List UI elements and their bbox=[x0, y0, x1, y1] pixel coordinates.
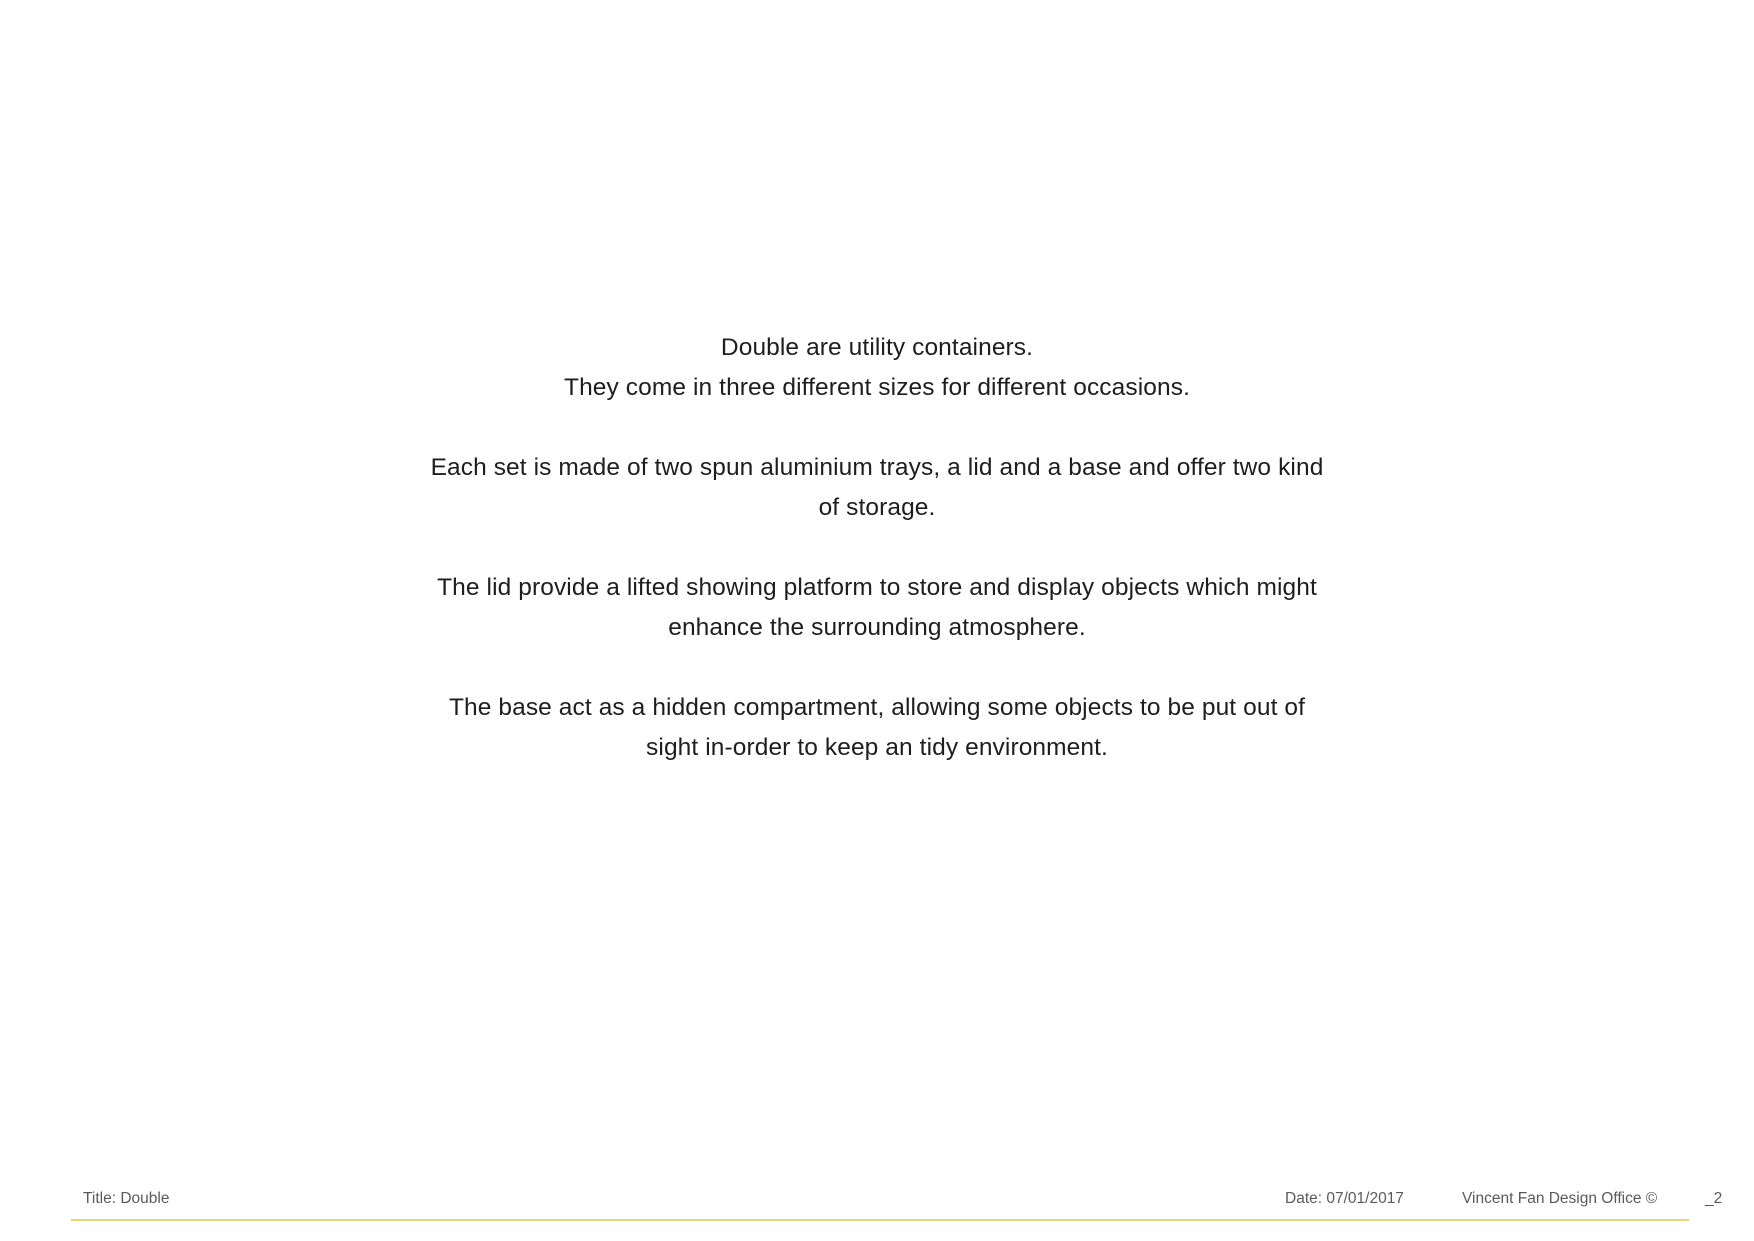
description-text bbox=[377, 328, 1377, 768]
paragraph-line: enhance the surrounding atmosphere. bbox=[668, 614, 1086, 641]
paragraph-line: sight in-order to keep an tidy environment. bbox=[646, 734, 1108, 761]
paragraph-line: The base act as a hidden compartment, allowing some objects to be put out of bbox=[448, 694, 1306, 721]
paragraph-line: of storage. bbox=[818, 494, 936, 521]
paragraph-set bbox=[377, 448, 1377, 528]
paragraph-line: They come in three different sizes for different occasions. bbox=[564, 374, 1190, 401]
paragraph-lid bbox=[377, 568, 1377, 648]
footer-office: Vincent Fan Design Office © bbox=[1462, 1190, 1658, 1207]
footer-date: Date: 07/01/2017 bbox=[1285, 1190, 1404, 1207]
page-footer bbox=[0, 1190, 1754, 1220]
paragraph-intro bbox=[377, 328, 1377, 408]
footer-title: Title: Double bbox=[83, 1190, 170, 1207]
paragraph-line: Each set is made of two spun aluminium trays, a lid and a base and offer two kind bbox=[430, 454, 1324, 481]
page-number: _2 bbox=[1705, 1190, 1723, 1207]
paragraph-base bbox=[377, 688, 1377, 768]
paragraph-line: Double are utility containers. bbox=[720, 334, 1034, 361]
paragraph-line: The lid provide a lifted showing platform to store and display objects which might bbox=[437, 574, 1317, 601]
footer-divider bbox=[71, 1219, 1689, 1221]
